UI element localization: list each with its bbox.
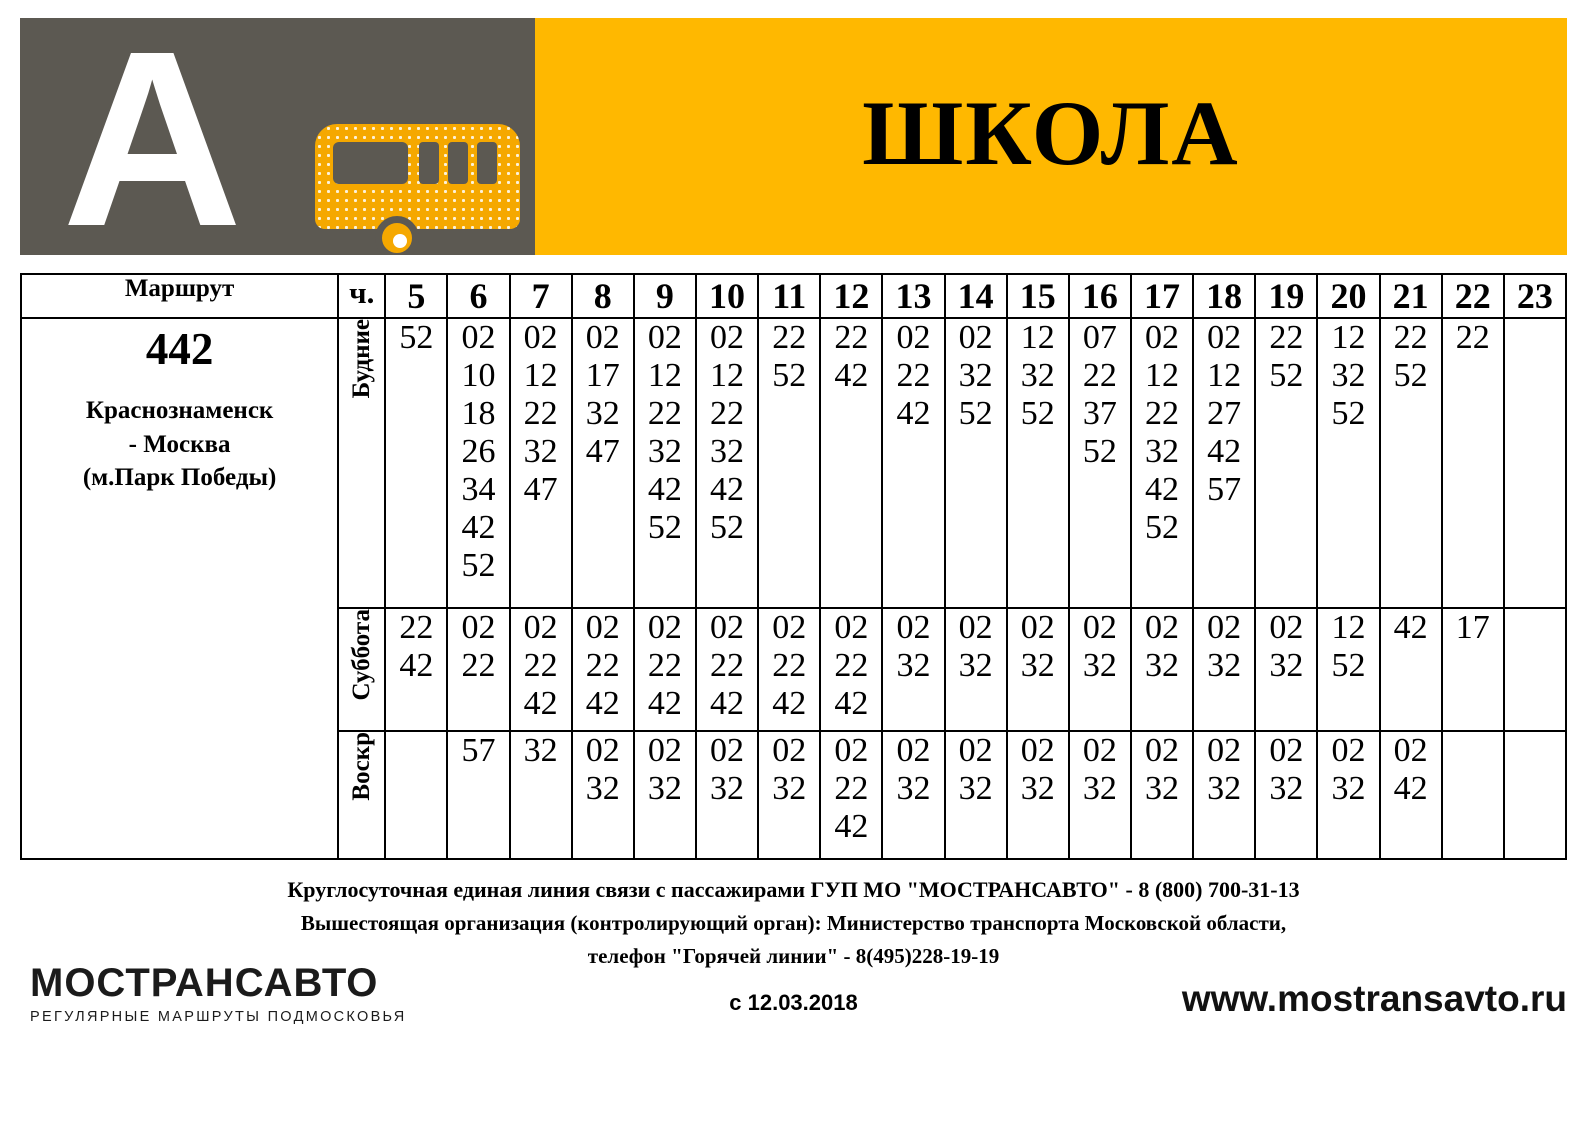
cell-weekday-16: 07 22 37 52: [1069, 318, 1131, 608]
header-hour-23: 23: [1504, 274, 1566, 318]
cell-sunday-16: 02 32: [1069, 731, 1131, 859]
bus-window-3: [448, 142, 468, 184]
header-hour-12: 12: [820, 274, 882, 318]
cell-sunday-18: 02 32: [1193, 731, 1255, 859]
header-hour-label: ч.: [338, 274, 385, 318]
cell-weekday-11: 22 52: [758, 318, 820, 608]
mostransavto-logo: [20, 18, 535, 255]
cell-sunday-6: 57: [447, 731, 509, 859]
cell-sunday-21: 02 42: [1380, 731, 1442, 859]
cell-sunday-9: 02 32: [634, 731, 696, 859]
cell-weekday-22: 22: [1442, 318, 1504, 608]
cell-saturday-12: 02 22 42: [820, 608, 882, 731]
cell-sunday-8: 02 32: [572, 731, 634, 859]
cell-weekday-20: 12 32 52: [1317, 318, 1379, 608]
header-hour-22: 22: [1442, 274, 1504, 318]
cell-weekday-10: 02 12 22 32 42 52: [696, 318, 758, 608]
bus-wheel-icon: [375, 216, 419, 255]
cell-saturday-16: 02 32: [1069, 608, 1131, 731]
page-title: ШКОЛА: [862, 81, 1240, 184]
cell-saturday-13: 02 32: [882, 608, 944, 731]
cell-weekday-12: 22 42: [820, 318, 882, 608]
table-header-row: [21, 274, 1566, 318]
cell-sunday-10: 02 32: [696, 731, 758, 859]
cell-saturday-5: 22 42: [385, 608, 447, 731]
cell-sunday-15: 02 32: [1007, 731, 1069, 859]
cell-saturday-11: 02 22 42: [758, 608, 820, 731]
cell-saturday-17: 02 32: [1131, 608, 1193, 731]
header-hour-14: 14: [945, 274, 1007, 318]
bus-icon: [315, 124, 520, 229]
cell-saturday-19: 02 32: [1255, 608, 1317, 731]
bus-window-4: [477, 142, 497, 184]
hotline-phone-text: телефон "Горячей линии" - 8(495)228-19-19: [587, 943, 1000, 968]
cell-sunday-17: 02 32: [1131, 731, 1193, 859]
cell-saturday-10: 02 22 42: [696, 608, 758, 731]
cell-saturday-23: [1504, 608, 1566, 731]
brand-block: [30, 961, 407, 1025]
effective-date: с 12.03.2018: [729, 990, 858, 1016]
cell-sunday-12: 02 22 42: [820, 731, 882, 859]
cell-weekday-7: 02 12 22 32 47: [510, 318, 572, 608]
cell-sunday-14: 02 32: [945, 731, 1007, 859]
header-hour-15: 15: [1007, 274, 1069, 318]
header-hour-5: 5: [385, 274, 447, 318]
cell-sunday-19: 02 32: [1255, 731, 1317, 859]
cell-saturday-7: 02 22 42: [510, 608, 572, 731]
poster-footer: [20, 873, 1567, 1025]
timetable-poster: [0, 18, 1587, 1140]
cell-saturday-14: 02 32: [945, 608, 1007, 731]
daytype-label-weekday-text: Будние: [347, 319, 375, 399]
header-hour-6: 6: [447, 274, 509, 318]
brand-tagline: РЕГУЛЯРНЫЕ МАРШРУТЫ ПОДМОСКОВЬЯ: [30, 1009, 407, 1025]
brand-name: МОСТРАНСАВТО: [30, 961, 379, 1005]
header-hour-13: 13: [882, 274, 944, 318]
cell-saturday-8: 02 22 42: [572, 608, 634, 731]
cell-weekday-9: 02 12 22 32 42 52: [634, 318, 696, 608]
cell-saturday-21: 42: [1380, 608, 1442, 731]
cell-weekday-21: 22 52: [1380, 318, 1442, 608]
header-hour-10: 10: [696, 274, 758, 318]
daytype-label-saturday-text: Суббота: [347, 609, 375, 701]
cell-weekday-6: 02 10 18 26 34 42 52: [447, 318, 509, 608]
route-dash: - Москва: [128, 430, 231, 458]
cell-sunday-11: 02 32: [758, 731, 820, 859]
cell-saturday-22: 17: [1442, 608, 1504, 731]
header-route: Маршрут: [21, 274, 338, 318]
cell-saturday-6: 02 22: [447, 608, 509, 731]
daytype-label-weekday: [338, 318, 385, 608]
cell-saturday-20: 12 52: [1317, 608, 1379, 731]
cell-sunday-13: 02 32: [882, 731, 944, 859]
route-description: [21, 318, 338, 859]
cell-saturday-18: 02 32: [1193, 608, 1255, 731]
cell-weekday-8: 02 17 32 47: [572, 318, 634, 608]
table-row: [21, 318, 1566, 608]
cell-weekday-23: [1504, 318, 1566, 608]
website-link[interactable]: www.mostransavto.ru: [1181, 978, 1567, 1019]
hotline-text: Круглосуточная единая линия связи с пассажирами ГУП МО "МОСТРАНСАВТО" - 8 (800) 700-31-13: [287, 877, 1300, 902]
route-origin: Краснознаменск: [85, 396, 274, 424]
cell-weekday-17: 02 12 22 32 42 52: [1131, 318, 1193, 608]
daytype-label-saturday: [338, 608, 385, 731]
cell-sunday-22: [1442, 731, 1504, 859]
header-hour-11: 11: [758, 274, 820, 318]
route-number: 442: [145, 324, 214, 374]
header-hour-18: 18: [1193, 274, 1255, 318]
poster-title-banner: [535, 18, 1567, 255]
header-hour-19: 19: [1255, 274, 1317, 318]
cell-saturday-15: 02 32: [1007, 608, 1069, 731]
cell-weekday-15: 12 32 52: [1007, 318, 1069, 608]
schedule-table: [20, 273, 1567, 860]
cell-saturday-9: 02 22 42: [634, 608, 696, 731]
header-hour-8: 8: [572, 274, 634, 318]
poster-header: [20, 18, 1567, 273]
cell-weekday-13: 02 22 42: [882, 318, 944, 608]
bus-window-1: [333, 142, 408, 184]
cell-weekday-5: 52: [385, 318, 447, 608]
header-hour-17: 17: [1131, 274, 1193, 318]
header-hour-20: 20: [1317, 274, 1379, 318]
daytype-label-sunday: [338, 731, 385, 859]
supervisor-org-text: Вышестоящая организация (контролирующий орган): Министерство транспорта Московской области,: [300, 911, 1287, 936]
cell-weekday-14: 02 32 52: [945, 318, 1007, 608]
bus-window-2: [419, 142, 439, 184]
logo-letter: A: [62, 18, 243, 255]
header-hour-9: 9: [634, 274, 696, 318]
header-hour-7: 7: [510, 274, 572, 318]
cell-weekday-18: 02 12 27 42 57: [1193, 318, 1255, 608]
header-hour-21: 21: [1380, 274, 1442, 318]
header-hour-16: 16: [1069, 274, 1131, 318]
cell-sunday-5: [385, 731, 447, 859]
cell-sunday-23: [1504, 731, 1566, 859]
cell-sunday-20: 02 32: [1317, 731, 1379, 859]
route-destination: (м.Парк Победы): [82, 464, 277, 492]
cell-sunday-7: 32: [510, 731, 572, 859]
cell-weekday-19: 22 52: [1255, 318, 1317, 608]
daytype-label-sunday-text: Воскр: [347, 732, 375, 801]
